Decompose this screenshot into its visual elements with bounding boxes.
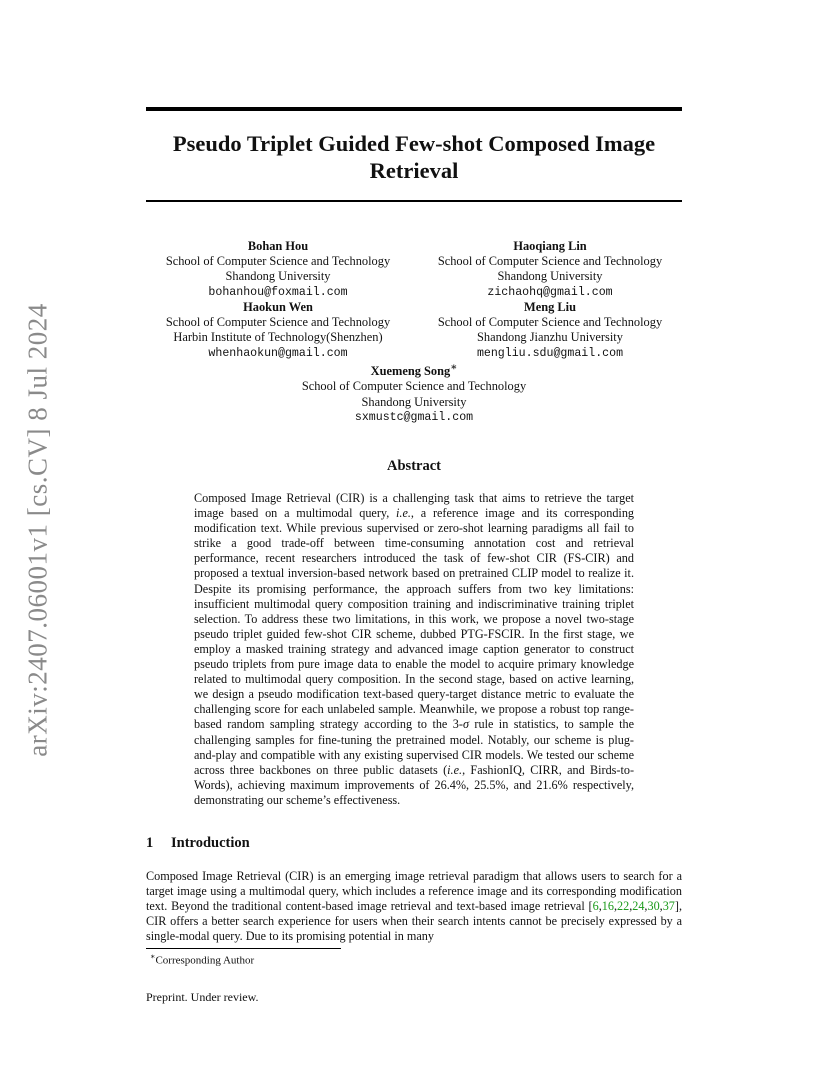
citation-link[interactable]: 37 bbox=[662, 899, 675, 914]
author-block bbox=[128, 239, 428, 300]
author-affiliation: School of Computer Science and Technology bbox=[165, 315, 391, 330]
author-block bbox=[264, 360, 564, 425]
author-name: Haoqiang Lin bbox=[513, 239, 587, 253]
abstract-text: , a reference image and its corresponding modification text. While previous supervised or zero-shot learning paradigms all fail to strike a good trade-off between time-consuming annotation cost and retrieval performance, recent researchers introduced the task of few-shot CIR (FS-CIR) and proposed a textual inversion-based network based on pretrained CLIP model to realize it. Despite its promising performance, the approach suffers from two key limitations: insufficient multimodal query composition training and indiscriminative training triplet selection. To address these two limitations, in this work, we propose a novel two-stage pseudo triplet guided few-shot CIR scheme, dubbed PTG-FSCIR. In the first stage, we employ a masked training strategy and advanced image caption generator to construct pseudo triplets from pure image data to enable the model to acquire primary knowledge related to multimodal query composition. In the second stage, based on active learning, we design a pseudo modification text-based query-target distance metric to evaluate the challenging score for each unlabeled sample. Meanwhile, we propose a robust top range-based random sampling strategy according to the 3- bbox=[194, 506, 635, 732]
abstract-sigma: σ bbox=[462, 717, 469, 732]
author-email: bohanhou@foxmail.com bbox=[208, 285, 348, 299]
footnote-text: Corresponding Author bbox=[155, 954, 255, 967]
footnote-rule bbox=[146, 948, 341, 949]
section-heading bbox=[146, 835, 250, 852]
section-number: 1 bbox=[146, 835, 154, 851]
author-affiliation: School of Computer Science and Technology bbox=[437, 315, 663, 330]
author-affiliation: Shandong University bbox=[225, 269, 331, 284]
author-email: sxmustc@gmail.com bbox=[354, 410, 474, 424]
citation-link[interactable]: 30 bbox=[647, 899, 660, 914]
abstract-text: i.e. bbox=[447, 762, 463, 777]
author-block bbox=[400, 239, 700, 300]
abstract-heading: Abstract bbox=[387, 458, 441, 474]
title-top-rule bbox=[146, 107, 682, 111]
abstract-text: , FashionIQ, CIRR, and Birds-to-Words), achieving maximum improvements of 26.4%, 25.5%, and 21.6% respectively, demonstrating our scheme’s effectiveness. bbox=[194, 762, 635, 807]
arxiv-identifier-stamp bbox=[16, 300, 60, 760]
author-block bbox=[400, 300, 700, 361]
author-affiliation: School of Computer Science and Technology bbox=[165, 254, 391, 269]
author-affiliation: Shandong University bbox=[361, 394, 467, 409]
author-affiliation: Shandong Jianzhu University bbox=[477, 330, 623, 345]
paper-title: Pseudo Triplet Guided Few-shot Composed Image Retrieval bbox=[172, 131, 656, 183]
citation-link[interactable]: 22 bbox=[617, 899, 630, 914]
author-name: Bohan Hou bbox=[247, 239, 309, 253]
citation-link[interactable]: 16 bbox=[601, 899, 614, 914]
corresponding-author-mark: ∗ bbox=[450, 362, 458, 373]
abstract-text: Composed Image Retrieval (CIR) is a challenging task that aims to retrieve the target image based on a multimodal query, bbox=[194, 491, 634, 521]
author-name: Meng Liu bbox=[524, 300, 576, 314]
author-email: mengliu.sdu@gmail.com bbox=[476, 346, 624, 360]
intro-text: ], CIR offers a better search experience for users when their search intents cannot be precisely expressed by a single-modal query. Due to its promising potential in many bbox=[146, 899, 682, 944]
author-name: Haokun Wen bbox=[243, 300, 313, 314]
section-title: Introduction bbox=[171, 835, 250, 851]
intro-text: Composed Image Retrieval (CIR) is an emerging image retrieval paradigm that allows users to search for a target image using a multimodal query, which includes a reference image and its corresponding modification text. Beyond the traditional content-based image retrieval and text-based image retrieval [ bbox=[146, 869, 682, 914]
author-email: zichaohq@gmail.com bbox=[487, 285, 613, 299]
citation-link[interactable]: 24 bbox=[632, 899, 645, 914]
author-email: whenhaokun@gmail.com bbox=[208, 346, 348, 360]
author-affiliation: Harbin Institute of Technology(Shenzhen) bbox=[173, 330, 383, 345]
footnote-mark: ∗ bbox=[150, 952, 156, 961]
author-affiliation: School of Computer Science and Technology bbox=[301, 379, 527, 394]
author-affiliation: School of Computer Science and Technology bbox=[437, 254, 663, 269]
author-block bbox=[128, 300, 428, 361]
preprint-notice: Preprint. Under review. bbox=[146, 990, 259, 1004]
author-name: Xuemeng Song bbox=[370, 364, 451, 379]
abstract-text: i.e. bbox=[396, 506, 411, 521]
arxiv-identifier-text: arXiv:2407.06001v1 [cs.CV] 8 Jul 2024 bbox=[22, 303, 53, 757]
title-bottom-rule bbox=[146, 200, 682, 202]
introduction-paragraph: Composed Image Retrieval (CIR) is an emerging image retrieval paradigm that allows users to search for a target image using a multimodal query, which includes a reference image and its corresponding modification text. Beyond the traditional content-based image retrieval and text-based image retrieval [6,16,22,24,30,37], CIR offers a better search experience for users when their search intents cannot be precisely expressed by a single-modal query. Due to its promising potential in many bbox=[146, 869, 682, 944]
abstract-text: rule in statistics, to sample the challenging samples for fine-tuning the pretrained model. Notably, our scheme is plug-and-play and compatible with any existing supervised CIR models. We tested our scheme across three backbones on three public datasets ( bbox=[194, 717, 634, 777]
abstract-body bbox=[194, 491, 634, 808]
footnote bbox=[150, 952, 254, 967]
citation-link[interactable]: 6 bbox=[592, 899, 599, 914]
author-affiliation: Shandong University bbox=[497, 269, 603, 284]
